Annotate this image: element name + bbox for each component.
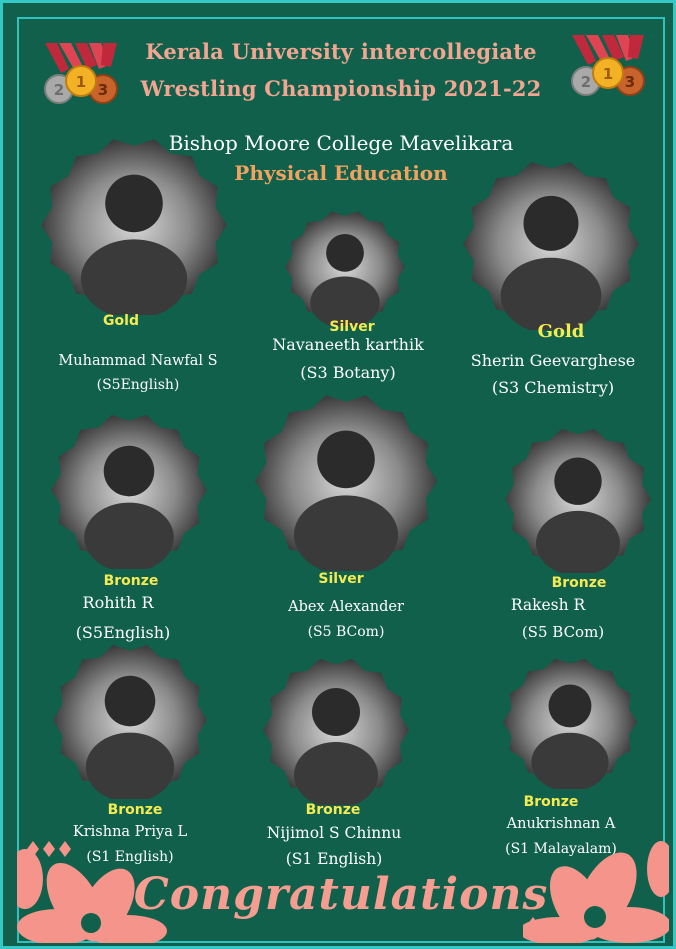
person-silhouette-head bbox=[326, 234, 364, 272]
person-silhouette-body bbox=[531, 733, 608, 789]
person-silhouette-head bbox=[312, 688, 360, 736]
medal-number-1-right: 1 bbox=[602, 65, 614, 83]
person-silhouette-body bbox=[501, 258, 602, 330]
person-silhouette-head bbox=[554, 458, 601, 505]
photo-muhammad-nawfal bbox=[39, 135, 229, 315]
medal-label-7: Bronze bbox=[107, 802, 163, 818]
person-silhouette-body bbox=[84, 503, 174, 569]
winner-name-2: Navaneeth karthik bbox=[272, 335, 424, 354]
winner-name-5: Abex Alexander bbox=[288, 599, 404, 615]
photo-krishna-priya bbox=[51, 641, 209, 799]
person-silhouette-head bbox=[105, 676, 156, 727]
person-silhouette-head bbox=[317, 431, 375, 489]
photo-rakesh-r bbox=[503, 425, 653, 573]
winner-name-9: Anukrishnan A bbox=[506, 816, 616, 832]
medal-label-3: Gold bbox=[537, 321, 585, 342]
person-silhouette-head bbox=[105, 175, 163, 233]
person-silhouette-head bbox=[549, 684, 592, 727]
person-silhouette-body bbox=[536, 511, 620, 573]
photo-sherin-geevarghese bbox=[461, 158, 641, 330]
winner-class-7: (S1 English) bbox=[86, 849, 174, 865]
title-line-2: Wrestling Championship 2021-22 bbox=[140, 76, 542, 101]
winner-name-6: Rakesh R bbox=[510, 596, 586, 614]
winner-class-1: (S5English) bbox=[96, 377, 180, 393]
medal-number-3-left: 3 bbox=[97, 81, 109, 99]
photo-nijimol-chinnu bbox=[261, 655, 411, 805]
medal-label-4: Bronze bbox=[103, 573, 159, 589]
person-silhouette-head bbox=[523, 196, 578, 251]
winner-name-1: Muhammad Nawfal S bbox=[58, 353, 218, 369]
winner-class-2: (S3 Botany) bbox=[300, 363, 396, 382]
medal-number-2-left: 2 bbox=[53, 81, 65, 99]
congratulations-text: Congratulations bbox=[133, 869, 549, 920]
medal-number-2-right: 2 bbox=[580, 73, 592, 91]
person-silhouette-head bbox=[104, 446, 155, 497]
winner-name-4: Rohith R bbox=[82, 593, 154, 612]
medal-number-3-right: 3 bbox=[624, 73, 636, 91]
medal-number-1-left: 1 bbox=[75, 73, 87, 91]
person-silhouette-body bbox=[294, 742, 378, 805]
person-silhouette-body bbox=[86, 733, 174, 799]
winner-name-8: Nijimol S Chinnu bbox=[266, 824, 402, 842]
winner-name-7: Krishna Priya L bbox=[72, 824, 188, 840]
title-line-1: Kerala University intercollegiate bbox=[145, 39, 537, 64]
college-name: Bishop Moore College Mavelikara bbox=[168, 131, 514, 155]
medal-label-5: Silver bbox=[318, 571, 364, 587]
winner-class-5: (S5 BCom) bbox=[307, 624, 385, 640]
photo-anukrishnan bbox=[501, 655, 639, 789]
medal-label-8: Bronze bbox=[305, 802, 361, 818]
winner-class-6: (S5 BCom) bbox=[521, 623, 605, 641]
winner-class-8: (S1 English) bbox=[285, 850, 383, 868]
medal-label-1: Gold bbox=[103, 313, 139, 329]
medal-label-9: Bronze bbox=[523, 794, 579, 810]
person-silhouette-body bbox=[294, 495, 398, 571]
photo-rohith-r bbox=[49, 411, 209, 569]
photo-abex-alexander bbox=[253, 391, 439, 571]
medal-label-2: Silver bbox=[329, 319, 375, 335]
winner-class-4: (S5English) bbox=[75, 623, 171, 642]
medal-label-6: Bronze bbox=[551, 575, 607, 591]
winner-class-3: (S3 Chemistry) bbox=[491, 378, 615, 397]
photo-navaneeth-karthik bbox=[283, 208, 407, 326]
winner-name-3: Sherin Geevarghese bbox=[470, 351, 636, 370]
person-silhouette-body bbox=[81, 239, 187, 315]
winner-class-9: (S1 Malayalam) bbox=[505, 841, 617, 857]
department-name: Physical Education bbox=[234, 161, 448, 185]
